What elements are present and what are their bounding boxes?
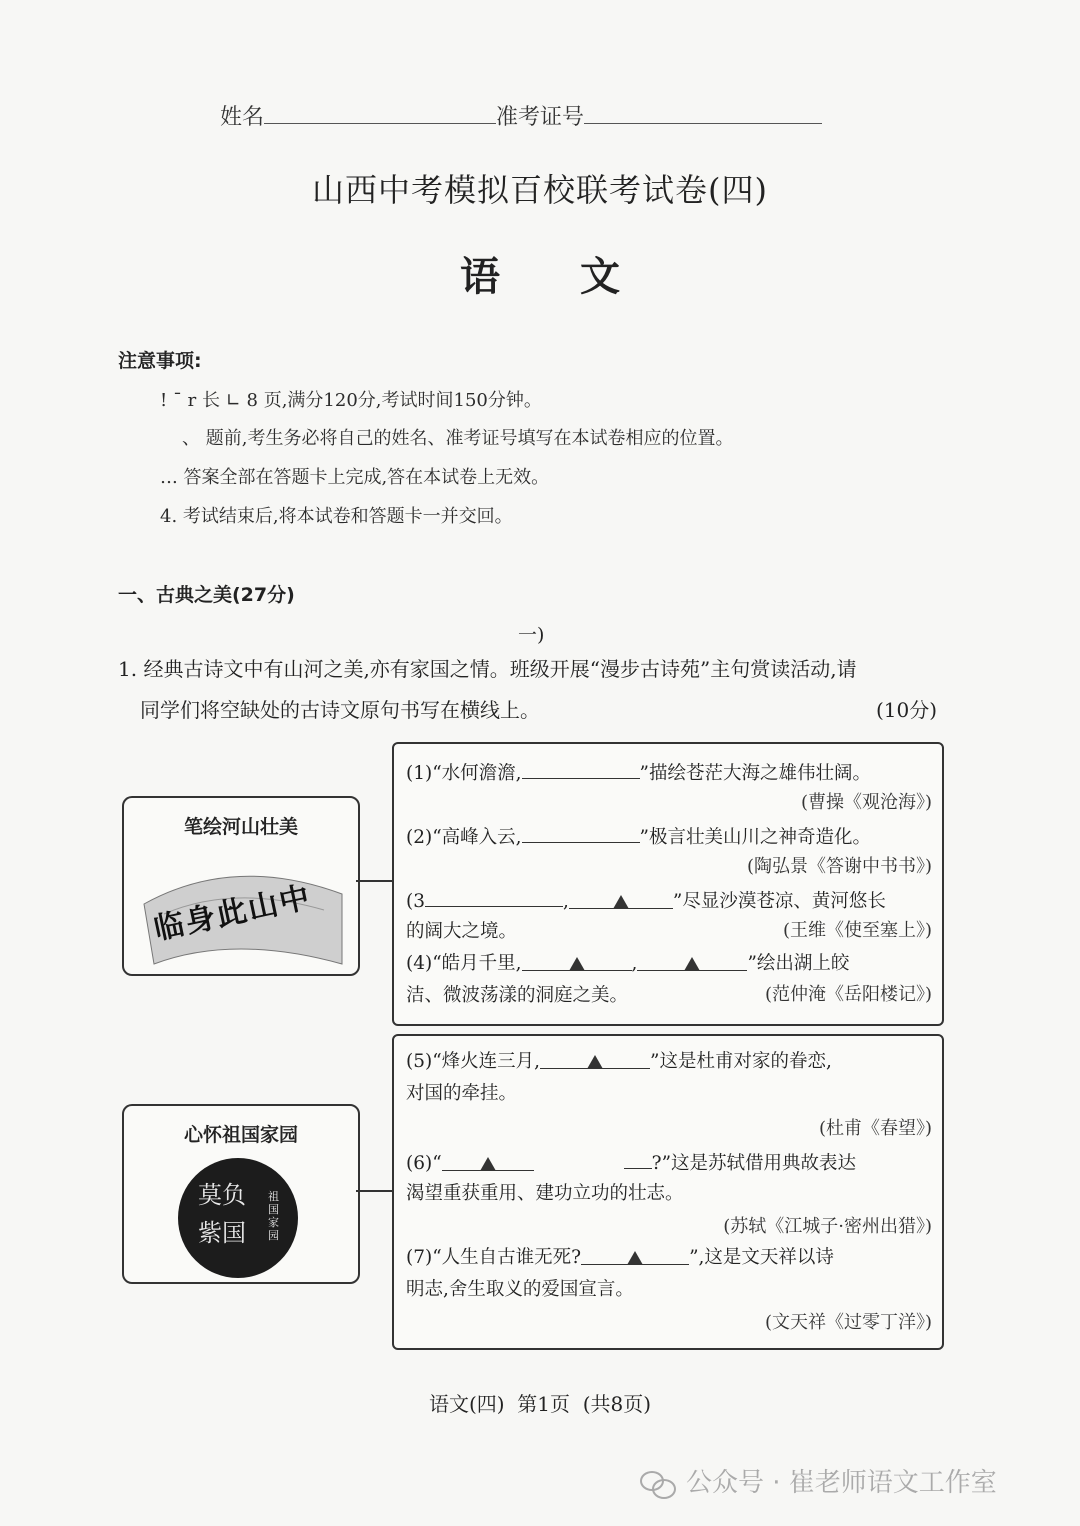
notice-title: 注意事项: (118, 350, 202, 372)
item-5: (5)“烽火连三月, ”这是杜甫对家的眷恋, (406, 1046, 832, 1078)
group1-label-box (122, 796, 360, 976)
fan-calligraphy-text: 临身此山中 (150, 879, 315, 948)
item-5-cont: 对国的牵挂。 (406, 1083, 518, 1104)
item-3-source: (王维《使至塞上》) (782, 920, 932, 941)
item-3-cont: 的阔大之境。 (406, 921, 518, 942)
question-1-line2: 同学们将空缺处的古诗文原句书写在横线上。 (140, 698, 540, 722)
notice-item: 、 题前,考生务必将自己的姓名、准考证号填写在本试卷相应的位置。 (182, 428, 734, 449)
item-5-source: (杜甫《春望》) (818, 1118, 932, 1139)
connector-line (356, 880, 392, 882)
group2-label-box (122, 1104, 360, 1284)
exam-id-label: 准考证号 (496, 105, 585, 130)
answer-blank[interactable] (522, 820, 640, 843)
page-footer: 语文(四) 第1页 (共8页) (428, 1392, 652, 1416)
item-6: (6)“ ?”这是苏轼借用典故表达 (406, 1146, 856, 1180)
item-4-cont: 洁、微波荡漾的洞庭之美。 (406, 985, 629, 1006)
answer-blank[interactable] (569, 886, 673, 909)
notice-item: ! ˉ r 长 ∟ 8 页,满分120分,考试时间150分钟。 (160, 390, 542, 411)
seal-small-text: 祖国家园 (268, 1190, 279, 1242)
triangle-marker-icon (569, 957, 585, 971)
answer-blank[interactable] (624, 1146, 652, 1169)
item-2-source: (陶弘景《答谢中书书》) (746, 856, 932, 877)
subject-title: 语文 (460, 253, 700, 300)
item-3: (3 , ”尽显沙漠苍凉、黄河悠长 (406, 884, 886, 918)
item-4-source: (范仲淹《岳阳楼记》) (764, 984, 932, 1005)
triangle-marker-icon (627, 1251, 643, 1265)
item-7-source: (文天祥《过零丁洋》) (764, 1312, 932, 1333)
triangle-marker-icon (587, 1055, 603, 1069)
wechat-icon (640, 1469, 676, 1499)
group2-label: 心怀祖国家园 (183, 1124, 298, 1146)
item-2: (2)“高峰入云, ”极言壮美山川之神奇造化。 (406, 820, 871, 854)
item-7-cont: 明志,舍生取义的爱国宣言。 (406, 1279, 634, 1300)
question-1-line1: 1. 经典古诗文中有山河之美,亦有家国之情。班级开展“漫步古诗苑”主句赏读活动,请 (118, 657, 857, 681)
item-7: (7)“人生自古谁无死? ”,这是文天祥以诗 (406, 1242, 834, 1274)
answer-blank[interactable] (442, 1148, 534, 1171)
item-1: (1)“水何澹澹, ”描绘苍茫大海之雄伟壮阔。 (406, 756, 871, 790)
answer-blank[interactable] (581, 1242, 689, 1265)
seal-image (178, 1158, 298, 1278)
name-field[interactable] (264, 105, 496, 124)
item-6-cont: 渴望重获重用、建功立功的壮志。 (406, 1183, 684, 1204)
exam-title: 山西中考模拟百校联考试卷(四) (312, 171, 768, 209)
answer-blank[interactable] (637, 948, 747, 971)
section-title: 一、古典之美(27分) (118, 584, 295, 606)
answer-blank[interactable] (425, 884, 563, 907)
name-label: 姓名 (220, 105, 265, 130)
answer-blank[interactable] (540, 1046, 650, 1069)
answer-blank[interactable] (522, 948, 632, 971)
section-sub: 一) (518, 624, 545, 646)
item-1-source: (曹操《观沧海》) (800, 792, 932, 813)
item-4: (4)“皓月千里, , ”绘出湖上皎 (406, 948, 849, 980)
notice-item: 4. 考试结束后,将本试卷和答题卡一并交回。 (160, 506, 513, 527)
triangle-marker-icon (480, 1157, 496, 1171)
question-1-score: (10分) (876, 698, 938, 722)
answer-blank[interactable] (522, 756, 640, 779)
group1-label: 笔绘河山壮美 (183, 816, 298, 838)
watermark (640, 1462, 997, 1499)
connector-line (356, 1190, 392, 1192)
notice-item: ‥. 答案全部在答题卡上完成,答在本试卷上无效。 (160, 467, 550, 488)
header-fields (220, 100, 822, 131)
watermark-text: 公众号 · 崔老师语文工作室 (686, 1468, 997, 1498)
item-6-source: (苏轼《江城子·密州出猎》) (723, 1216, 932, 1237)
triangle-marker-icon (684, 957, 700, 971)
triangle-marker-icon (613, 895, 629, 909)
exam-id-field[interactable] (584, 105, 822, 124)
seal-chars: 莫负 紫国 (198, 1181, 246, 1247)
